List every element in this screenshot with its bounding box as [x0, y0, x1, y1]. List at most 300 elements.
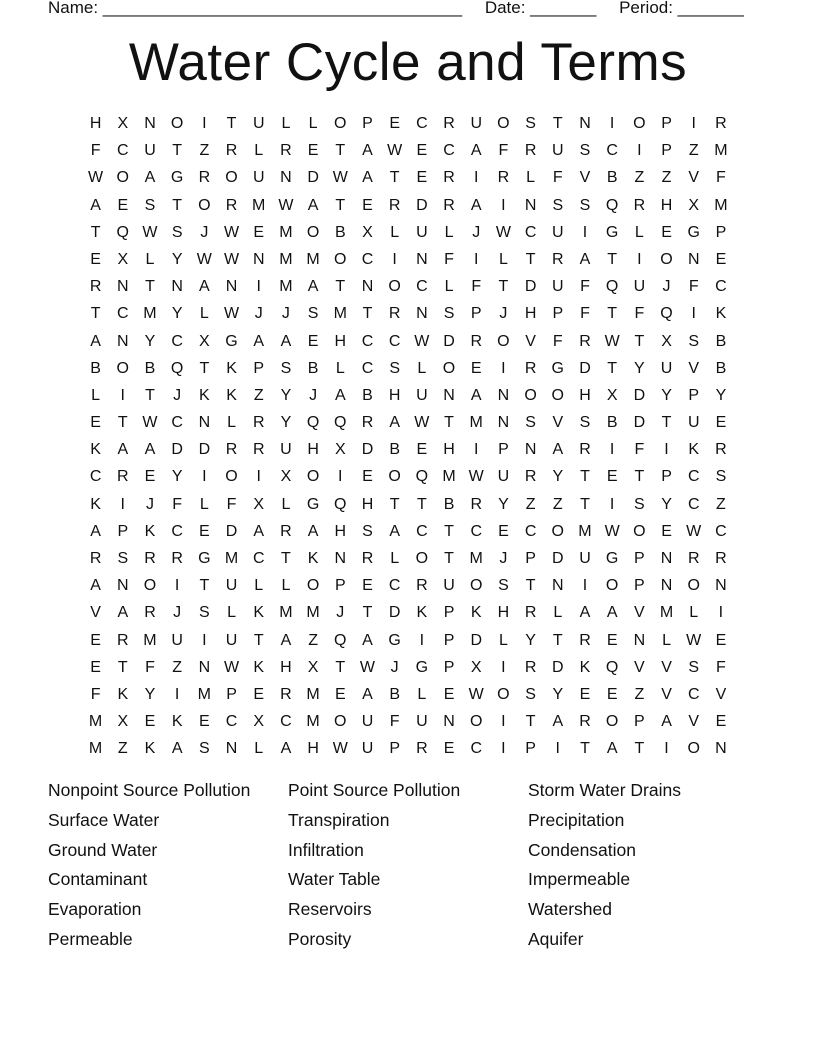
grid-letter: P [226, 685, 237, 703]
grid-letter: P [334, 577, 346, 595]
grid-row [82, 223, 735, 250]
grid-letter: A [606, 740, 618, 758]
word-bank-item: Porosity [288, 928, 352, 949]
grid-letter: Y [552, 685, 564, 703]
grid-letter: X [280, 468, 292, 486]
grid-letter: E [443, 685, 455, 703]
word-bank-item: Impermeable [528, 869, 631, 890]
grid-letter: E [661, 223, 672, 241]
grid-letter: C [715, 278, 727, 296]
grid-letter: N [225, 278, 238, 296]
grid-letter: I [691, 115, 696, 132]
grid-letter: O [551, 386, 564, 404]
grid-letter: A [307, 522, 319, 540]
grid-letter: I [609, 441, 615, 459]
grid-letter: E [661, 522, 672, 540]
grid-letter: U [470, 115, 482, 132]
grid-letter: X [362, 223, 373, 241]
grid-letter: T [172, 142, 183, 160]
grid-letter: U [633, 278, 646, 296]
grid-letter: A [470, 142, 482, 160]
grid-letter: A [606, 604, 618, 622]
grid-letter: T [335, 142, 346, 160]
grid-letter: F [688, 278, 699, 296]
grid-letter: U [252, 169, 265, 187]
grid-letter: C [470, 522, 482, 540]
grid-letter: C [416, 278, 428, 296]
grid-letter: A [362, 142, 373, 160]
grid-letter: E [416, 441, 428, 459]
grid-letter: J [200, 223, 209, 241]
grid-letter: G [306, 495, 320, 513]
grid-row [82, 304, 735, 331]
grid-letter: L [662, 631, 671, 649]
grid-letter: A [661, 713, 672, 731]
grid-row [82, 495, 735, 522]
grid-letter: C [715, 522, 727, 540]
grid-letter: C [524, 223, 537, 241]
grid-letter: K [199, 386, 210, 404]
grid-letter: E [362, 468, 373, 486]
grid-letter: I [501, 713, 506, 731]
grid-letter: A [117, 604, 129, 622]
grid-letter: F [716, 658, 726, 676]
grid-letter: R [252, 414, 265, 432]
grid-letter: Q [415, 468, 429, 486]
grid-letter: N [117, 332, 129, 350]
grid-letter: H [579, 386, 591, 404]
grid-letter: T [498, 278, 509, 296]
grid-letter: T [199, 577, 210, 595]
grid-row [82, 359, 735, 386]
grid-letter: P [661, 468, 672, 486]
grid-letter: Y [144, 332, 156, 350]
grid-letter: E [606, 631, 618, 649]
grid-letter: Z [172, 658, 183, 676]
grid-letter: O [605, 577, 619, 595]
grid-letter: Z [716, 495, 726, 513]
grid-letter: U [687, 414, 700, 432]
grid-letter: S [199, 604, 210, 622]
grid-letter: Z [117, 740, 128, 758]
grid-letter: L [634, 223, 644, 241]
grid-letter: R [388, 196, 401, 214]
grid-letter: K [226, 359, 237, 377]
grid-letter: I [501, 196, 506, 214]
grid-letter: W [468, 468, 484, 486]
grid-letter: T [416, 495, 427, 513]
grid-row [82, 386, 735, 413]
grid-letter: A [362, 685, 373, 703]
student-info-header [48, 0, 768, 18]
grid-letter: W [686, 631, 702, 649]
grid-letter: E [362, 196, 373, 214]
grid-letter: G [170, 169, 184, 187]
grid-letter: A [280, 631, 292, 649]
grid-letter: I [664, 740, 669, 758]
grid-letter: C [171, 332, 183, 350]
grid-letter: R [715, 441, 727, 459]
grid-letter: A [144, 441, 156, 459]
grid-letter: H [497, 604, 510, 622]
grid-letter: T [389, 169, 400, 187]
grid-letter: U [252, 115, 265, 132]
grid-row [82, 114, 735, 141]
grid-letter: K [226, 386, 237, 404]
grid-letter: T [607, 359, 618, 377]
grid-letter: C [388, 332, 401, 350]
grid-letter: M [469, 550, 483, 567]
grid-letter: T [444, 522, 454, 540]
grid-letter: B [389, 441, 400, 459]
grid-letter: X [307, 658, 319, 676]
grid-letter: Z [199, 142, 210, 160]
grid-letter: H [388, 386, 401, 404]
grid-letter: C [687, 468, 700, 486]
grid-letter: L [227, 604, 236, 622]
grid-letter: G [225, 332, 238, 350]
grid-letter: L [254, 142, 264, 160]
grid-letter: N [443, 713, 455, 731]
grid-letter: N [660, 550, 673, 567]
grid-letter: Z [634, 169, 645, 187]
grid-letter: M [714, 196, 728, 214]
grid-letter: E [199, 713, 210, 731]
grid-letter: P [634, 550, 645, 567]
grid-letter: R [633, 196, 646, 214]
grid-letter: M [279, 223, 293, 241]
grid-letter: A [470, 386, 482, 404]
grid-letter: O [116, 169, 129, 187]
grid-letter: N [497, 414, 510, 432]
grid-letter: E [90, 658, 101, 676]
grid-row [82, 332, 735, 359]
grid-letter: N [524, 196, 537, 214]
grid-letter: W [495, 223, 511, 241]
period-field: Period: _______ [619, 0, 744, 17]
grid-letter: K [688, 441, 700, 459]
grid-letter: Z [552, 495, 563, 513]
grid-letter: P [443, 604, 455, 622]
grid-letter: E [307, 142, 319, 160]
grid-letter: F [90, 142, 101, 160]
grid-letter: R [497, 169, 510, 187]
grid-letter: T [253, 631, 264, 649]
grid-letter: F [552, 332, 563, 350]
grid-letter: W [88, 169, 104, 187]
grid-letter: O [551, 522, 564, 540]
grid-letter: X [688, 196, 700, 214]
grid-letter: V [715, 685, 727, 703]
grid-letter: X [470, 658, 482, 676]
grid-letter: P [117, 522, 129, 540]
grid-letter: X [334, 441, 346, 459]
grid-letter: F [580, 305, 590, 323]
grid-letter: A [90, 332, 101, 350]
grid-letter: W [142, 414, 158, 432]
grid-letter: S [552, 196, 564, 214]
grid-letter: C [117, 305, 129, 323]
grid-letter: R [443, 196, 455, 214]
grid-letter: R [280, 142, 292, 160]
grid-letter: W [686, 522, 702, 540]
grid-letter: R [225, 196, 238, 214]
grid-letter: D [579, 359, 591, 377]
grid-letter: I [202, 631, 207, 649]
grid-letter: Y [498, 495, 509, 513]
grid-letter: F [634, 441, 645, 459]
grid-letter: L [254, 577, 264, 595]
grid-letter: M [279, 250, 293, 268]
grid-letter: D [552, 658, 564, 676]
grid-letter: T [552, 115, 563, 132]
grid-letter: G [605, 550, 619, 567]
grid-letter: S [579, 142, 591, 160]
grid-letter: O [116, 359, 129, 377]
grid-letter: T [335, 278, 346, 296]
grid-letter: T [580, 495, 590, 513]
grid-letter: J [173, 386, 182, 404]
grid-letter: O [469, 577, 483, 595]
grid-row [82, 739, 735, 766]
grid-row [82, 196, 735, 223]
grid-letter: K [144, 522, 156, 540]
grid-letter: R [416, 577, 428, 595]
grid-letter: R [552, 250, 564, 268]
grid-letter: W [332, 740, 348, 758]
grid-letter: G [388, 631, 401, 649]
grid-letter: F [145, 658, 155, 676]
grid-letter: O [334, 115, 347, 132]
grid-letter: D [416, 196, 428, 214]
grid-letter: A [90, 577, 101, 595]
word-bank-item: Transpiration [288, 809, 390, 830]
grid-letter: L [417, 359, 427, 377]
grid-letter: A [199, 278, 210, 296]
grid-letter: O [660, 250, 673, 268]
grid-letter: L [145, 250, 155, 268]
grid-letter: W [278, 196, 294, 214]
grid-row [82, 522, 735, 549]
grid-letter: F [471, 278, 482, 296]
grid-letter: I [473, 441, 479, 459]
grid-letter: C [171, 414, 183, 432]
grid-letter: U [171, 631, 183, 649]
grid-letter: T [525, 250, 536, 268]
grid-letter: N [334, 550, 347, 567]
grid-letter: J [281, 305, 290, 323]
grid-letter: L [199, 305, 209, 323]
grid-letter: D [307, 169, 319, 187]
grid-letter: E [498, 522, 509, 540]
grid-letter: R [524, 142, 537, 160]
grid-letter: F [226, 495, 237, 513]
grid-letter: O [469, 713, 483, 731]
grid-letter: S [199, 740, 210, 758]
grid-letter: V [90, 604, 101, 622]
grid-letter: E [715, 414, 727, 432]
grid-letter: I [338, 468, 343, 486]
grid-letter: W [468, 685, 484, 703]
grid-letter: M [306, 604, 320, 622]
date-field: Date: _______ [484, 0, 597, 17]
grid-letter: A [362, 169, 373, 187]
grid-letter: A [144, 169, 156, 187]
grid-letter: S [389, 359, 400, 377]
grid-letter: W [332, 169, 348, 187]
grid-letter: J [309, 386, 318, 404]
grid-letter: E [416, 142, 428, 160]
grid-letter: V [661, 685, 672, 703]
grid-letter: N [225, 740, 238, 758]
grid-letter: T [362, 305, 373, 323]
grid-letter: T [90, 223, 101, 241]
grid-letter: S [280, 359, 292, 377]
grid-letter: K [144, 740, 156, 758]
grid-letter: T [525, 713, 536, 731]
grid-letter: C [443, 142, 455, 160]
grid-letter: A [253, 332, 265, 350]
grid-letter: O [633, 115, 646, 132]
grid-letter: M [88, 740, 103, 758]
grid-letter: W [387, 142, 403, 160]
grid-letter: V [552, 414, 564, 432]
word-bank-item: Watershed [528, 899, 612, 920]
grid-letter: N [552, 577, 564, 595]
grid-letter: E [715, 250, 727, 268]
grid-letter: I [256, 278, 261, 296]
grid-letter: Q [170, 359, 184, 377]
word-bank-item: Infiltration [288, 839, 364, 860]
grid-letter: N [171, 278, 183, 296]
grid-letter: J [145, 495, 154, 513]
grid-letter: Z [308, 631, 318, 649]
grid-letter: A [552, 441, 564, 459]
grid-letter: W [414, 332, 430, 350]
grid-letter: B [144, 359, 156, 377]
grid-letter: R [361, 414, 374, 432]
grid-letter: L [498, 250, 508, 268]
grid-letter: O [143, 577, 157, 595]
grid-letter: W [414, 414, 430, 432]
grid-letter: O [334, 250, 347, 268]
grid-letter: N [687, 250, 700, 268]
grid-letter: L [526, 169, 536, 187]
grid-letter: M [279, 278, 293, 296]
grid-letter: W [196, 250, 212, 268]
grid-letter: T [117, 658, 128, 676]
grid-letter: M [306, 250, 320, 268]
grid-letter: N [117, 577, 129, 595]
grid-letter: S [443, 305, 455, 323]
grid-letter: W [223, 305, 240, 323]
grid-letter: I [582, 223, 588, 241]
grid-letter: M [143, 305, 157, 323]
grid-letter: J [499, 305, 508, 323]
grid-letter: E [144, 713, 156, 731]
grid-letter: E [606, 468, 618, 486]
grid-letter: J [254, 305, 263, 323]
grid-letter: T [199, 359, 210, 377]
grid-letter: R [579, 332, 591, 350]
grid-letter: T [117, 414, 128, 432]
grid-letter: T [552, 631, 563, 649]
grid-letter: T [281, 550, 291, 567]
grid-letter: U [497, 468, 510, 486]
grid-letter: K [90, 441, 101, 459]
grid-letter: A [389, 414, 400, 432]
grid-letter: P [389, 740, 400, 758]
word-bank-item: Water Table [288, 869, 381, 890]
grid-letter: N [497, 386, 510, 404]
grid-letter: R [443, 169, 455, 187]
grid-letter: A [117, 441, 129, 459]
grid-letter: B [307, 359, 319, 377]
grid-letter: A [362, 631, 373, 649]
grid-letter: M [224, 550, 239, 567]
grid-letter: O [198, 196, 211, 214]
grid-letter: L [227, 414, 236, 432]
grid-letter: E [579, 685, 591, 703]
grid-letter: C [687, 495, 700, 513]
grid-letter: I [120, 495, 125, 513]
grid-letter: M [442, 468, 456, 486]
grid-letter: O [306, 468, 320, 486]
grid-row [82, 631, 735, 658]
grid-letter: J [499, 550, 508, 567]
grid-letter: V [688, 169, 700, 187]
grid-letter: T [444, 414, 454, 432]
grid-letter: O [524, 386, 537, 404]
grid-letter: A [470, 196, 482, 214]
grid-letter: S [688, 332, 700, 350]
grid-letter: V [579, 169, 591, 187]
grid-letter: F [172, 495, 183, 513]
grid-letter: F [716, 169, 726, 187]
grid-letter: R [388, 305, 401, 323]
grid-letter: Y [525, 631, 536, 649]
grid-letter: K [307, 550, 319, 567]
grid-letter: K [416, 604, 428, 622]
grid-letter: H [307, 740, 319, 758]
grid-letter: R [715, 115, 727, 132]
grid-letter: E [253, 685, 265, 703]
grid-letter: P [443, 658, 455, 676]
grid-letter: R [225, 142, 238, 160]
grid-letter: T [661, 414, 672, 432]
grid-letter: C [361, 359, 374, 377]
grid-letter: X [117, 250, 129, 268]
grid-letter: N [633, 631, 646, 649]
grid-letter: N [198, 658, 211, 676]
grid-letter: R [361, 550, 374, 567]
grid-letter: B [715, 332, 727, 350]
grid-letter: X [606, 386, 618, 404]
grid-letter: A [280, 332, 292, 350]
grid-letter: A [579, 604, 591, 622]
grid-letter: P [661, 115, 672, 132]
grid-letter: E [90, 414, 101, 432]
grid-letter: I [120, 386, 125, 404]
grid-letter: L [689, 604, 699, 622]
grid-letter: L [281, 115, 291, 132]
grid-letter: S [579, 414, 591, 432]
grid-letter: C [470, 740, 482, 758]
grid-letter: G [605, 223, 619, 241]
grid-letter: T [335, 658, 346, 676]
grid-letter: R [144, 550, 156, 567]
page-title: Water Cycle and Terms [128, 33, 688, 92]
